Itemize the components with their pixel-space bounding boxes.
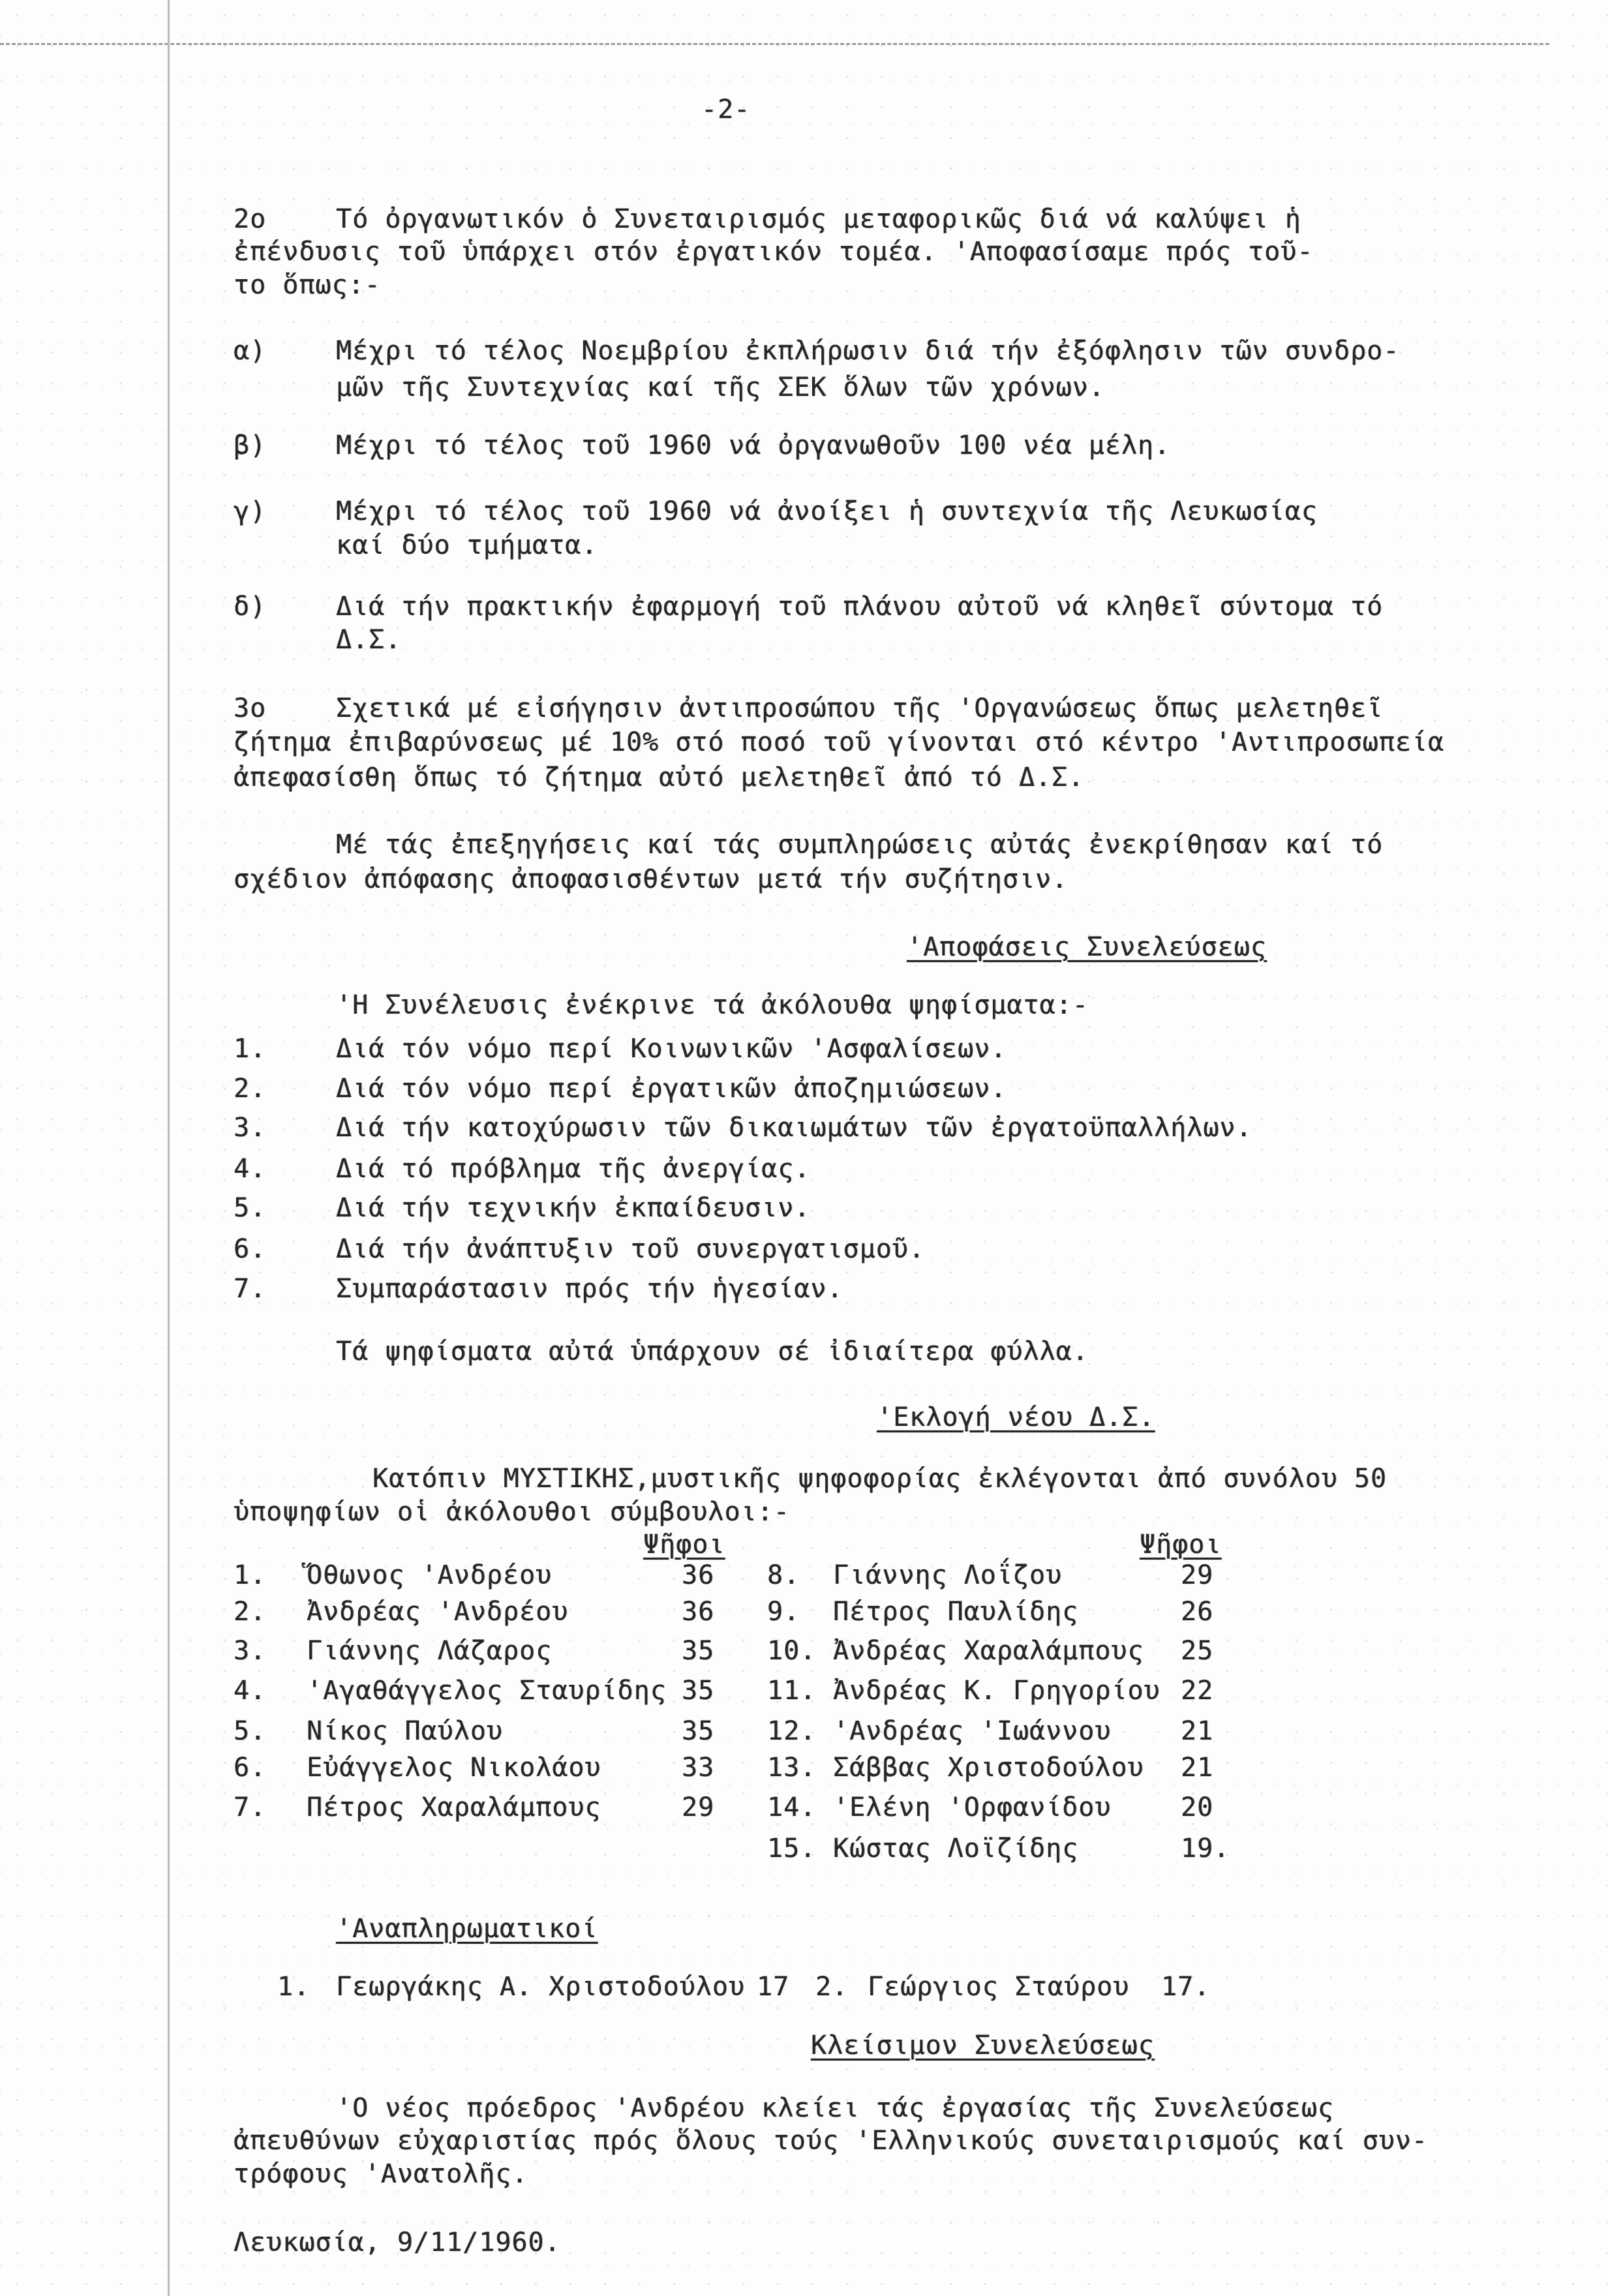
candidate-votes: 36: [682, 1597, 715, 1627]
subitem-line: μῶν τῆς Συντεχνίας καί τῆς ΣΕΚ ὅλων τῶν χρόνων.: [336, 372, 1105, 402]
candidate-number: 2.: [234, 1597, 267, 1627]
candidate-number: 14.: [767, 1792, 817, 1822]
place-date: Λευκωσία, 9/11/1960.: [234, 2228, 561, 2258]
candidate-number: 8.: [767, 1560, 800, 1590]
candidate-votes: 33: [682, 1753, 715, 1783]
resolution-number: 3.: [234, 1113, 267, 1143]
candidate-number: 7.: [234, 1792, 267, 1822]
candidate-number: 4.: [234, 1676, 267, 1706]
resolution-number: 5.: [234, 1193, 267, 1223]
paragraph-line: ἀπευθύνων εὐχαριστίας πρός ὅλους τούς 'Ελληνικούς συνεταιρισμούς καί συν-: [234, 2126, 1428, 2156]
substitute-name: Γεώργιος Σταύρου: [868, 1972, 1130, 2002]
paragraph-line: Μέ τάς ἐπεξηγήσεις καί τάς συμπληρώσεις αὐτάς ἐνεκρίθησαν καί τό: [336, 830, 1384, 860]
substitutes-heading: 'Αναπληρωματικοί: [336, 1914, 598, 1944]
candidate-name: Ὅθωνος 'Ανδρέου: [307, 1560, 553, 1590]
left-margin-rule: [168, 0, 170, 2296]
item-line: Τό ὀργανωτικόν ὁ Συνεταιρισμός μεταφορικῶς διά νά καλύψει ἡ: [336, 204, 1301, 234]
substitute-number: 2.: [815, 1972, 849, 2002]
candidate-name: Νίκος Παύλου: [307, 1716, 503, 1746]
candidate-number: 12.: [767, 1716, 817, 1746]
candidate-votes: 21: [1181, 1753, 1214, 1783]
candidate-votes: 35: [682, 1636, 715, 1666]
subitem-line: Μέχρι τό τέλος τοῦ 1960 νά ἀνοίξει ἡ συντεχνία τῆς Λευκωσίας: [336, 496, 1318, 526]
subitem-line: Μέχρι τό τέλος Νοεμβρίου ἐκπλήρωσιν διά τήν ἐξόφλησιν τῶν συνδρο-: [336, 336, 1400, 366]
page-number: -2-: [701, 95, 751, 125]
candidate-number: 9.: [767, 1597, 800, 1627]
substitute-votes: 17: [757, 1972, 790, 2002]
paragraph-line: τρόφους 'Ανατολῆς.: [234, 2159, 528, 2189]
candidate-number: 5.: [234, 1716, 267, 1746]
election-intro-line: Κατόπιν ΜΥΣΤΙΚΗΣ,μυστικῆς ψηφοφορίας ἐκλέγονται ἀπό συνόλου 50: [372, 1464, 1388, 1494]
resolution-number: 7.: [234, 1274, 267, 1304]
candidate-name: 'Ελένη 'Ορφανίδου: [833, 1792, 1112, 1822]
resolution-text: Διά τόν νόμο περί ἐργατικῶν ἀποζημιώσεων.: [336, 1074, 1007, 1104]
item-number: 3ο: [234, 693, 267, 723]
candidate-name: Γιάννης Λοΐζου: [833, 1560, 1063, 1590]
candidate-number: 6.: [234, 1753, 267, 1783]
candidate-number: 1.: [234, 1560, 267, 1590]
candidate-votes: 20: [1181, 1792, 1214, 1822]
candidate-name: Ἀνδρέας Χαραλάμπους: [833, 1636, 1144, 1666]
subitem-label: δ): [234, 592, 267, 622]
item-line: ζήτημα ἐπιβαρύνσεως μέ 10% στό ποσό τοῦ γίνονται στό κέντρο 'Αντιπροσωπεία: [234, 727, 1445, 757]
candidate-name: 'Ανδρέας 'Ιωάννου: [833, 1716, 1112, 1746]
subitem-line: Δ.Σ.: [336, 625, 402, 655]
subitem-line: καί δύο τμήματα.: [336, 530, 598, 560]
resolution-text: Διά τό πρόβλημα τῆς ἀνεργίας.: [336, 1154, 811, 1184]
candidate-votes: 19.: [1181, 1834, 1230, 1864]
candidate-name: Κώστας Λοϊζίδης: [833, 1834, 1079, 1864]
candidate-number: 13.: [767, 1753, 817, 1783]
item-line: το ὅπως:-: [234, 270, 381, 300]
substitute-number: 1.: [277, 1972, 311, 2002]
subitem-line: Διά τήν πρακτικήν ἐφαρμογή τοῦ πλάνου αὐτοῦ νά κληθεῖ σύντομα τό: [336, 592, 1384, 622]
resolution-text: Διά τήν ἀνάπτυξιν τοῦ συνεργατισμοῦ.: [336, 1234, 925, 1264]
resolutions-heading: 'Αποφάσεις Συνελεύσεως: [907, 932, 1267, 962]
candidate-votes: 35: [682, 1676, 715, 1706]
candidate-votes: 21: [1181, 1716, 1214, 1746]
candidate-name: Ἀνδρέας Κ. Γρηγορίου: [833, 1676, 1160, 1706]
subitem-line: Μέχρι τό τέλος τοῦ 1960 νά ὀργανωθοῦν 100 νέα μέλη.: [336, 430, 1171, 461]
resolution-number: 6.: [234, 1234, 267, 1264]
candidate-votes: 22: [1181, 1676, 1214, 1706]
resolution-number: 2.: [234, 1074, 267, 1104]
candidate-votes: 29: [1181, 1560, 1214, 1590]
resolution-text: Διά τόν νόμο περί Κοινωνικῶν 'Ασφαλίσεων.: [336, 1034, 1007, 1064]
subitem-label: γ): [234, 496, 267, 526]
item-line: Σχετικά μέ εἰσήγησιν ἀντιπροσώπου τῆς 'Οργανώσεως ὅπως μελετηθεῖ: [336, 693, 1384, 723]
votes-header-left: Ψῆφοι: [643, 1530, 725, 1560]
candidate-name: Σάββας Χριστοδούλου: [833, 1753, 1144, 1783]
candidate-number: 3.: [234, 1636, 267, 1666]
item-line: ἀπεφασίσθη ὅπως τό ζήτημα αὐτό μελετηθεῖ ἀπό τό Δ.Σ.: [234, 763, 1085, 793]
candidate-name: Πέτρος Χαραλάμπους: [307, 1792, 601, 1822]
resolutions-note: Τά ψηφίσματα αὐτά ὑπάρχουν σέ ἰδιαίτερα φύλλα.: [336, 1337, 1089, 1367]
election-heading: 'Εκλογή νέου Δ.Σ.: [877, 1402, 1155, 1432]
election-intro-line: ὑποψηφίων οἱ ἀκόλουθοι σύμβουλοι:-: [234, 1497, 790, 1527]
item-number: 2ο: [234, 204, 267, 234]
resolution-number: 4.: [234, 1154, 267, 1184]
resolution-text: Διά τήν κατοχύρωσιν τῶν δικαιωμάτων τῶν ἐργατοϋπαλλήλων.: [336, 1113, 1252, 1143]
substitute-name: Γεωργάκης Α. Χριστοδούλου: [336, 1972, 746, 2002]
candidate-votes: 36: [682, 1560, 715, 1590]
candidate-name: Ἀνδρέας 'Ανδρέου: [307, 1597, 569, 1627]
subitem-label: α): [234, 336, 267, 366]
resolution-text: Διά τήν τεχνικήν ἐκπαίδευσιν.: [336, 1193, 811, 1223]
substitute-votes: 17.: [1161, 1972, 1211, 2002]
paragraph-line: 'Ο νέος πρόεδρος 'Ανδρέου κλείει τάς ἐργασίας τῆς Συνελεύσεως: [336, 2093, 1335, 2123]
candidate-votes: 25: [1181, 1636, 1214, 1666]
paragraph-line: σχέδιον ἀπόφασης ἀποφασισθέντων μετά τήν συζήτησιν.: [234, 864, 1069, 894]
candidate-number: 11.: [767, 1676, 817, 1706]
closing-heading: Κλείσιμον Συνελεύσεως: [811, 2031, 1155, 2061]
resolutions-intro: 'Η Συνέλευσις ἐνέκρινε τά ἀκόλουθα ψηφίσματα:-: [336, 990, 1089, 1020]
resolution-number: 1.: [234, 1034, 267, 1064]
candidate-votes: 35: [682, 1716, 715, 1746]
item-line: ἐπένδυσις τοῦ ὑπάρχει στόν ἐργατικόν τομέα. 'Αποφασίσαμε πρός τοῦ-: [234, 237, 1314, 267]
candidate-number: 15.: [767, 1834, 817, 1864]
top-margin-rule: [0, 43, 1549, 45]
candidate-votes: 26: [1181, 1597, 1214, 1627]
votes-header-right: Ψῆφοι: [1140, 1530, 1222, 1560]
candidate-name: Πέτρος Παυλίδης: [833, 1597, 1079, 1627]
resolution-text: Συμπαράστασιν πρός τήν ἡγεσίαν.: [336, 1274, 843, 1304]
candidate-votes: 29: [682, 1792, 715, 1822]
candidate-name: Εὐάγγελος Νικολάου: [307, 1753, 601, 1783]
candidate-number: 10.: [767, 1636, 817, 1666]
candidate-name: 'Αγαθάγγελος Σταυρίδης: [307, 1676, 667, 1706]
subitem-label: β): [234, 430, 267, 461]
candidate-name: Γιάννης Λάζαρος: [307, 1636, 553, 1666]
